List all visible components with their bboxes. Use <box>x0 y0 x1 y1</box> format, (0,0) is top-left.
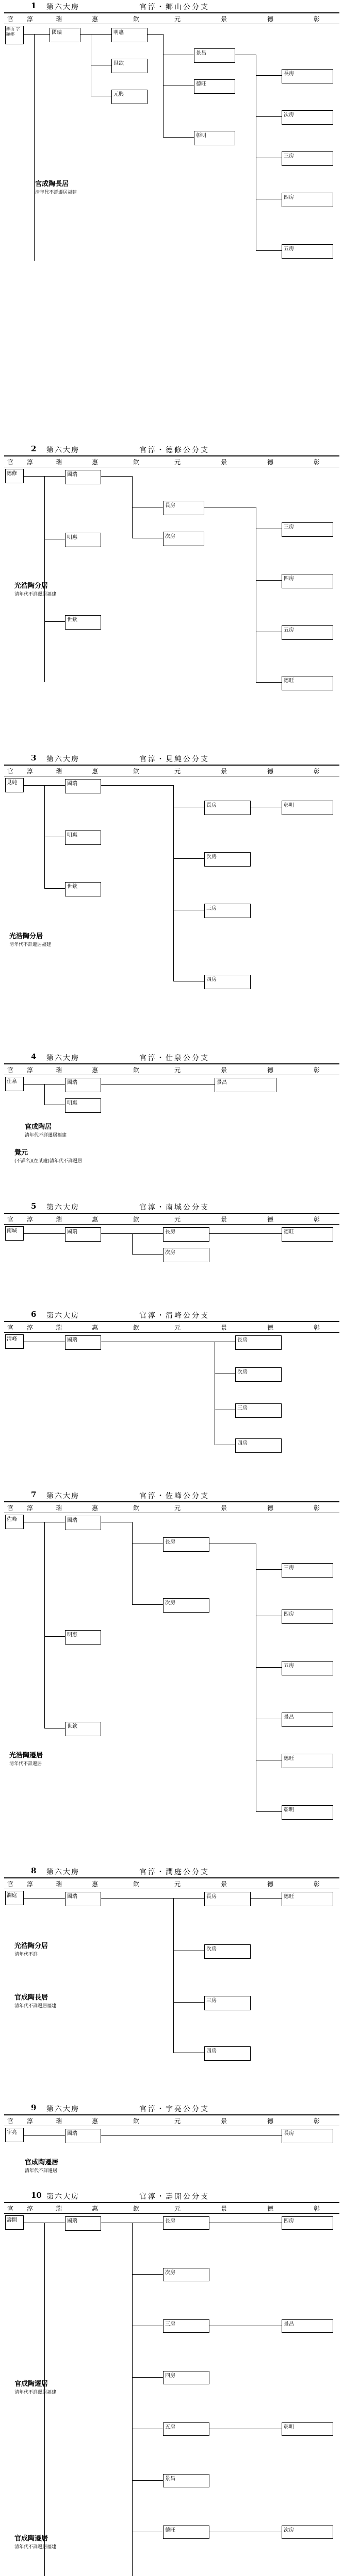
col-5: 欽 <box>133 1880 142 1888</box>
col-9: 彰 <box>314 2117 322 2125</box>
col-8: 德 <box>267 2117 276 2125</box>
section-header <box>0 1309 343 1322</box>
person-name: 國瑞 <box>67 2131 77 2137</box>
person-name: 宇亮 <box>7 2130 17 2136</box>
col-9: 彰 <box>314 1216 322 1223</box>
person-name: 長房 <box>165 2218 175 2224</box>
col-5: 欽 <box>133 15 142 23</box>
person-name: 次房 <box>206 854 217 860</box>
section-generation: 第六大房 <box>46 1312 79 1320</box>
person-name: 三房 <box>165 2321 175 2327</box>
person-name: 彰明 <box>284 1807 294 1813</box>
migration-note-detail: 清年代不詳遷居福建 <box>9 942 52 947</box>
col-5: 欽 <box>133 2117 142 2125</box>
column-header-row <box>4 2114 339 2126</box>
column-header-row <box>4 1501 339 1513</box>
col-6: 元 <box>174 1066 183 1074</box>
migration-note <box>14 2378 56 2396</box>
col-1: 官 <box>7 459 16 466</box>
person-name: 次房 <box>284 2528 294 2533</box>
person-name: 次房 <box>206 1946 217 1952</box>
person-name: 四房 <box>284 195 294 200</box>
section-title: 官淳・仕泉公分支 <box>139 1054 209 1062</box>
section-header <box>0 752 343 766</box>
section-number: 6 <box>31 1310 37 1319</box>
section-generation: 第六大房 <box>46 2193 79 2201</box>
col-6: 元 <box>174 1504 183 1512</box>
col-2: 淳 <box>27 1504 36 1512</box>
column-header-row <box>4 1063 339 1075</box>
section-number: 5 <box>31 1201 37 1211</box>
person-name: 景昌 <box>284 1715 294 1720</box>
col-9: 彰 <box>314 2205 322 2212</box>
migration-note-title: 官成陶遷居 <box>14 2535 48 2543</box>
migration-note-title: 官成陶長居 <box>14 1994 48 2002</box>
col-8: 德 <box>267 1066 276 1074</box>
col-3: 瑞 <box>56 2205 64 2212</box>
family-tree <box>4 24 339 281</box>
family-tree <box>4 1075 339 1178</box>
section-header <box>0 1200 343 1214</box>
person-name: 德旺 <box>284 1894 294 1900</box>
col-5: 欽 <box>133 1504 142 1512</box>
col-7: 景 <box>221 1324 230 1331</box>
section-4 <box>0 1051 343 1185</box>
person-name: 次房 <box>165 1600 175 1606</box>
family-tree <box>4 1332 339 1466</box>
col-1: 官 <box>7 2205 16 2212</box>
section-5 <box>0 1200 343 1293</box>
section-9 <box>0 2102 343 2179</box>
col-9: 彰 <box>314 459 322 466</box>
migration-note <box>25 1121 67 1139</box>
person-name: 佐峰 <box>7 1517 17 1522</box>
migration-note-title: 光浩陶分居 <box>9 933 43 940</box>
migration-note-title: 覺元 <box>14 1149 28 1157</box>
col-2: 淳 <box>27 15 36 23</box>
person-name: 彰明 <box>284 2425 294 2430</box>
col-8: 德 <box>267 1880 276 1888</box>
col-9: 彰 <box>314 1880 322 1888</box>
section-generation: 第六大房 <box>46 446 79 454</box>
section-number: 4 <box>31 1052 37 1061</box>
col-9: 彰 <box>314 768 322 775</box>
col-6: 元 <box>174 1324 183 1331</box>
section-1 <box>0 0 343 289</box>
section-header <box>0 2190 343 2203</box>
section-number: 1 <box>31 1 37 10</box>
section-6 <box>0 1309 343 1473</box>
col-2: 淳 <box>27 1880 36 1888</box>
col-6: 元 <box>174 15 183 23</box>
family-tree <box>4 1224 339 1286</box>
migration-note-title: 光浩陶遷居 <box>9 1752 43 1759</box>
column-header-row <box>4 12 339 24</box>
section-title: 官淳・南城公分支 <box>139 1204 209 1212</box>
section-header <box>0 1051 343 1064</box>
family-tree <box>4 2213 339 2576</box>
col-3: 瑞 <box>56 1066 64 1074</box>
migration-note-title: 光浩陶分居 <box>14 1942 48 1950</box>
section-generation: 第六大房 <box>46 1204 79 1212</box>
col-9: 彰 <box>314 15 322 23</box>
person-name: 鄉山 字顯鄉 <box>6 27 20 37</box>
col-1: 官 <box>7 1324 16 1331</box>
section-number: 7 <box>31 1490 37 1499</box>
person-name: 元興 <box>113 92 124 97</box>
col-2: 淳 <box>27 768 36 775</box>
person-name: 德旺 <box>284 1229 294 1235</box>
col-9: 彰 <box>314 1066 322 1074</box>
migration-note-detail: 清年代不詳遷居福建 <box>25 1133 67 1138</box>
col-1: 官 <box>7 15 16 23</box>
col-3: 瑞 <box>56 2117 64 2125</box>
person-name: 四房 <box>284 1612 294 1617</box>
section-title: 官淳・潤庭公分支 <box>139 1868 209 1876</box>
section-generation: 第六大房 <box>46 2105 79 2113</box>
col-4: 惠 <box>92 2117 101 2125</box>
column-header-row <box>4 1877 339 1889</box>
col-8: 德 <box>267 1324 276 1331</box>
person-name: 長房 <box>284 2131 294 2137</box>
col-1: 官 <box>7 1880 16 1888</box>
col-7: 景 <box>221 15 230 23</box>
person-name: 德旺 <box>165 2528 175 2533</box>
col-8: 德 <box>267 1216 276 1223</box>
col-8: 德 <box>267 1504 276 1512</box>
person-name: 五房 <box>284 246 294 252</box>
col-4: 惠 <box>92 15 101 23</box>
person-name: 彰明 <box>196 133 206 139</box>
col-7: 景 <box>221 1216 230 1223</box>
column-header-row <box>4 1213 339 1225</box>
migration-note <box>35 178 77 196</box>
person-name: 國瑞 <box>67 1518 77 1523</box>
section-title: 官淳・佐峰公分支 <box>139 1492 209 1500</box>
col-5: 欽 <box>133 2205 142 2212</box>
family-tree <box>4 1513 339 1842</box>
migration-note <box>9 1750 43 1767</box>
person-name: 長房 <box>165 1539 175 1545</box>
section-title: 官淳・宇亮公分支 <box>139 2105 209 2113</box>
person-name: 長房 <box>165 1229 175 1235</box>
person-name: 四房 <box>165 2373 175 2379</box>
col-5: 欽 <box>133 1324 142 1331</box>
person-name: 長房 <box>284 71 294 77</box>
migration-note-title: 官成陶長居 <box>35 180 69 188</box>
section-title: 官淳・清峰公分支 <box>139 1312 209 1320</box>
col-2: 淳 <box>27 1066 36 1074</box>
column-header-row <box>4 2202 339 2214</box>
section-title: 官淳・見純公分支 <box>139 755 209 764</box>
person-name: 德旺 <box>196 81 206 87</box>
col-2: 淳 <box>27 1324 36 1331</box>
person-name: 明惠 <box>67 1632 77 1638</box>
person-name: 五房 <box>165 2425 175 2430</box>
person-name: 長房 <box>206 803 217 808</box>
section-header <box>0 2102 343 2115</box>
migration-note <box>14 1940 48 1958</box>
person-name: 壽開 <box>7 2217 17 2223</box>
col-1: 官 <box>7 1216 16 1223</box>
person-name: 世欽 <box>113 61 124 66</box>
section-number: 2 <box>31 444 37 453</box>
person-name: 國瑞 <box>67 1229 77 1235</box>
person-name: 長房 <box>165 503 175 509</box>
col-8: 德 <box>267 15 276 23</box>
family-tree <box>4 776 339 1013</box>
person-name: 三房 <box>284 1565 294 1571</box>
person-name: 長房 <box>206 1894 217 1900</box>
person-name: 四房 <box>206 2048 217 2054</box>
section-generation: 第六大房 <box>46 1868 79 1876</box>
section-10 <box>0 2190 343 2576</box>
col-2: 淳 <box>27 1216 36 1223</box>
col-8: 德 <box>267 2205 276 2212</box>
person-name: 世欽 <box>67 1724 77 1730</box>
section-2 <box>0 443 343 732</box>
migration-note-title: 光浩陶分居 <box>14 582 48 590</box>
migration-note-detail: 清年代不詳遷居 <box>25 2168 58 2174</box>
person-name: 景昌 <box>284 2321 294 2327</box>
person-name: 景昌 <box>217 1080 227 1086</box>
person-name: 四房 <box>237 1440 248 1446</box>
col-7: 景 <box>221 768 230 775</box>
column-header-row <box>4 1321 339 1333</box>
col-3: 瑞 <box>56 768 64 775</box>
section-header <box>0 1865 343 1878</box>
person-name: 明惠 <box>67 833 77 838</box>
col-7: 景 <box>221 459 230 466</box>
section-3 <box>0 752 343 1020</box>
migration-note <box>25 2157 58 2174</box>
person-name: 四房 <box>284 576 294 582</box>
col-8: 德 <box>267 768 276 775</box>
col-4: 惠 <box>92 1504 101 1512</box>
col-8: 德 <box>267 459 276 466</box>
col-1: 官 <box>7 2117 16 2125</box>
person-name: 四房 <box>206 977 217 982</box>
col-3: 瑞 <box>56 459 64 466</box>
person-name: 三房 <box>206 906 217 911</box>
section-generation: 第六大房 <box>46 1054 79 1062</box>
person-name: 長房 <box>237 1337 248 1343</box>
section-generation: 第六大房 <box>46 755 79 764</box>
family-tree <box>4 1889 339 2084</box>
section-title: 官淳・鄉山公分支 <box>139 3 209 11</box>
person-name: 彰明 <box>284 803 294 808</box>
person-name: 五房 <box>284 628 294 633</box>
person-name: 五房 <box>284 1663 294 1669</box>
person-name: 明惠 <box>67 1100 77 1106</box>
col-5: 欽 <box>133 459 142 466</box>
person-name: 國瑞 <box>52 30 62 36</box>
col-3: 瑞 <box>56 1324 64 1331</box>
migration-note-detail: (不詳名)(在某處)清年代不詳遷居 <box>14 1159 83 1164</box>
migration-note-title: 官成陶遷居 <box>25 2159 59 2166</box>
col-6: 元 <box>174 1880 183 1888</box>
section-number: 8 <box>31 1866 37 1875</box>
col-1: 官 <box>7 1504 16 1512</box>
person-name: 明惠 <box>67 535 77 540</box>
migration-note-detail: 清年代不詳遷居 <box>9 1761 42 1767</box>
section-7 <box>0 1489 343 1850</box>
column-header-row <box>4 455 339 467</box>
person-name: 次房 <box>165 1250 175 1256</box>
section-header <box>0 0 343 13</box>
col-7: 景 <box>221 2117 230 2125</box>
col-9: 彰 <box>314 1324 322 1331</box>
col-4: 惠 <box>92 1880 101 1888</box>
person-name: 三房 <box>206 1998 217 2004</box>
migration-note-title: 官成陶遷居 <box>14 2380 48 2388</box>
section-header <box>0 1489 343 1502</box>
section-title: 官淳・壽開公分支 <box>139 2193 209 2201</box>
col-3: 瑞 <box>56 1880 64 1888</box>
person-name: 明惠 <box>113 30 124 36</box>
person-name: 三房 <box>237 1405 248 1411</box>
col-1: 官 <box>7 768 16 775</box>
section-generation: 第六大房 <box>46 1492 79 1500</box>
person-name: 國瑞 <box>67 781 77 787</box>
col-9: 彰 <box>314 1504 322 1512</box>
col-2: 淳 <box>27 2117 36 2125</box>
person-name: 三房 <box>284 524 294 530</box>
col-6: 元 <box>174 459 183 466</box>
migration-note <box>14 1147 82 1164</box>
col-1: 官 <box>7 1066 16 1074</box>
migration-note-detail: 清年代不詳 <box>14 1952 38 1957</box>
col-5: 欽 <box>133 768 142 775</box>
col-3: 瑞 <box>56 1216 64 1223</box>
col-6: 元 <box>174 2205 183 2212</box>
col-4: 惠 <box>92 1324 101 1331</box>
person-name: 次房 <box>165 534 175 539</box>
person-name: 次房 <box>284 112 294 118</box>
migration-note-detail: 清年代不詳遷居福建 <box>35 190 77 195</box>
col-4: 惠 <box>92 2205 101 2212</box>
person-name: 次房 <box>237 1369 248 1375</box>
family-tree <box>4 2126 339 2177</box>
migration-note <box>9 930 51 948</box>
col-7: 景 <box>221 1066 230 1074</box>
col-4: 惠 <box>92 1216 101 1223</box>
col-6: 元 <box>174 1216 183 1223</box>
person-name: 四房 <box>284 2218 294 2224</box>
person-name: 南城 <box>7 1228 17 1234</box>
col-3: 瑞 <box>56 15 64 23</box>
person-name: 仕泉 <box>7 1079 17 1084</box>
col-5: 欽 <box>133 1216 142 1223</box>
migration-note-detail: 清年代不詳遷居福建 <box>14 592 57 597</box>
person-name: 德修 <box>7 471 17 477</box>
person-name: 德旺 <box>284 1756 294 1761</box>
migration-note <box>14 580 56 598</box>
col-7: 景 <box>221 1880 230 1888</box>
migration-note <box>14 1992 56 2009</box>
col-7: 景 <box>221 1504 230 1512</box>
person-name: 國瑞 <box>67 472 77 478</box>
family-tree <box>4 467 339 724</box>
section-header <box>0 443 343 456</box>
col-3: 瑞 <box>56 1504 64 1512</box>
col-4: 惠 <box>92 768 101 775</box>
person-name: 國瑞 <box>67 2218 77 2224</box>
col-6: 元 <box>174 768 183 775</box>
col-6: 元 <box>174 2117 183 2125</box>
person-name: 國瑞 <box>67 1337 77 1343</box>
person-name: 國瑞 <box>67 1894 77 1900</box>
section-8 <box>0 1865 343 2092</box>
person-name: 次房 <box>165 2270 175 2276</box>
col-7: 景 <box>221 2205 230 2212</box>
section-number: 3 <box>31 753 37 762</box>
person-name: 景昌 <box>196 50 206 56</box>
column-header-row <box>4 765 339 776</box>
person-name: 見純 <box>7 780 17 786</box>
person-name: 潤庭 <box>7 1893 17 1899</box>
migration-note <box>14 2533 56 2550</box>
section-number: 10 <box>31 2191 42 2200</box>
migration-note-detail: 清年代不詳遷居福建 <box>14 2004 57 2009</box>
person-name: 國瑞 <box>67 1080 77 1086</box>
col-4: 惠 <box>92 459 101 466</box>
person-name: 世欽 <box>67 617 77 623</box>
section-title: 官淳・德修公分支 <box>139 446 209 454</box>
person-name: 德旺 <box>284 678 294 684</box>
section-generation: 第六大房 <box>46 3 79 11</box>
section-number: 9 <box>31 2103 37 2112</box>
person-name: 世欽 <box>67 884 77 890</box>
person-name: 清峰 <box>7 1336 17 1342</box>
col-5: 欽 <box>133 1066 142 1074</box>
col-2: 淳 <box>27 459 36 466</box>
person-name: 三房 <box>284 154 294 159</box>
col-2: 淳 <box>27 2205 36 2212</box>
migration-note-title: 官成陶居 <box>25 1123 52 1131</box>
migration-note-detail: 清年代不詳遷居福建 <box>14 2390 57 2395</box>
col-4: 惠 <box>92 1066 101 1074</box>
person-name: 景昌 <box>165 2476 175 2482</box>
migration-note-detail: 清年代不詳遷居福建 <box>14 2545 57 2550</box>
